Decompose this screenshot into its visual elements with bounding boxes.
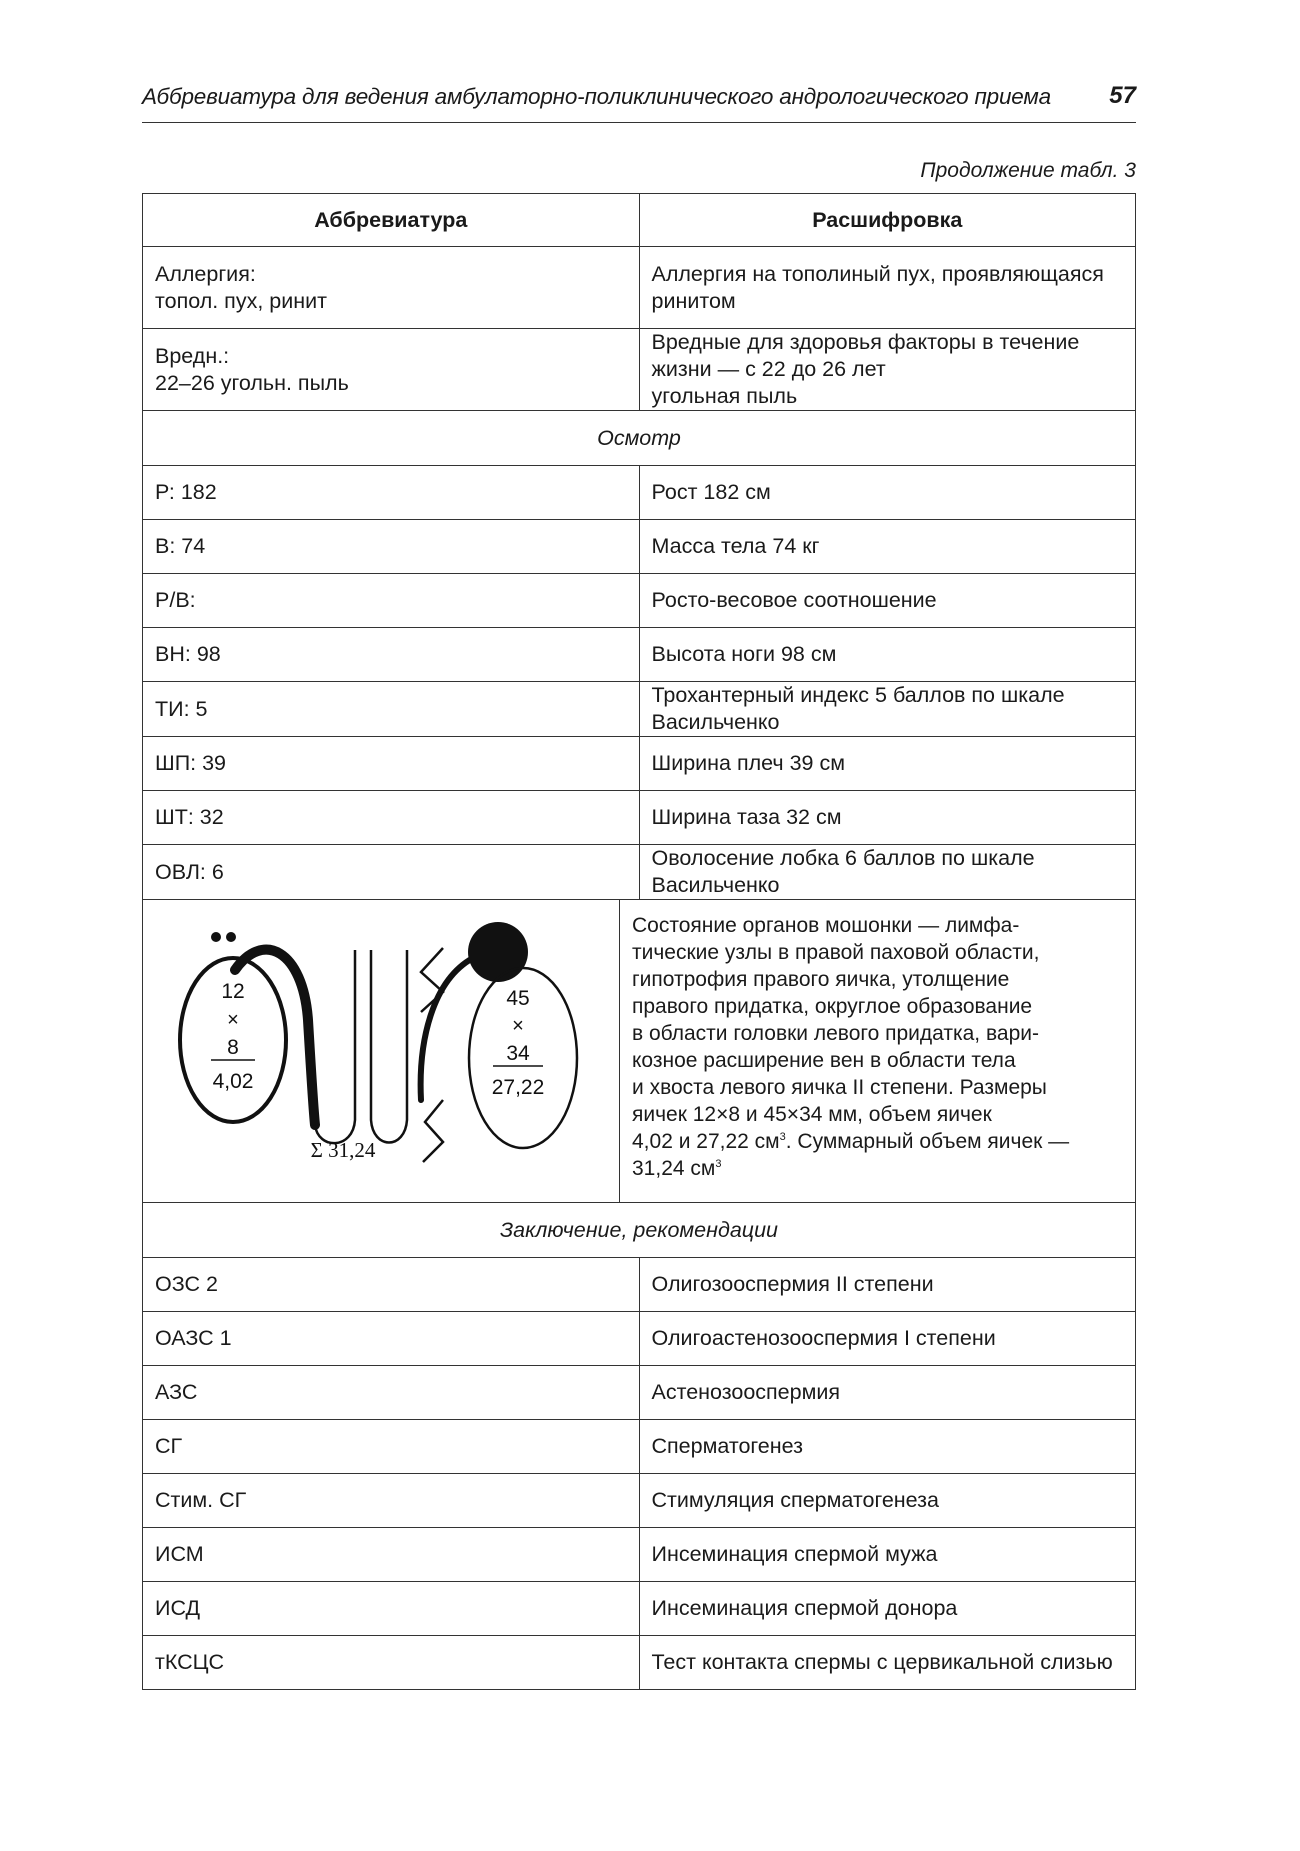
scrotum-diagram [143, 900, 620, 1202]
desc-line: Вредные для здоровья факторы в течение жизни — с 22 до 26 лет [651, 330, 1080, 381]
abbr-cell: ТИ: 5 [143, 682, 640, 737]
volume-text-tail: . Суммарный объем яичек — [785, 1130, 1070, 1153]
lymph-node-dot [226, 932, 236, 942]
abbr-cell: ОВЛ: 6 [143, 845, 640, 900]
total-volume: Σ 31,24 [310, 1138, 376, 1162]
total-text: 31,24 см [632, 1157, 716, 1180]
abbr-line: Аллергия: [155, 261, 256, 286]
table-row [143, 466, 1136, 520]
table-row [143, 1366, 1136, 1420]
desc-cell: Росто-весовое соотношение [639, 574, 1136, 628]
abbr-line: Вредн.: [155, 343, 230, 368]
right-size-b: 34 [506, 1042, 530, 1065]
col-header-decoding: Расшифровка [639, 194, 1136, 247]
abbr-cell: Стим. СГ [143, 1474, 640, 1528]
desc-cell: Инсеминация спермой мужа [639, 1528, 1136, 1582]
desc-cell [639, 329, 1136, 411]
desc-line [632, 1155, 1123, 1182]
desc-line: угольная пыль [651, 384, 798, 408]
table-row [143, 791, 1136, 845]
table-row [143, 682, 1136, 737]
desc-cell: Трохантерный индекс 5 баллов по шкале Васильченко [639, 682, 1136, 737]
table-row [143, 1582, 1136, 1636]
abbr-cell: тКСЦС [143, 1636, 640, 1690]
table-row [143, 1420, 1136, 1474]
left-volume: 4,02 [212, 1070, 254, 1093]
left-times: × [227, 1009, 239, 1031]
cube-superscript: 3 [779, 1131, 786, 1143]
abbr-line: 22–26 угольн. пыль [155, 370, 349, 395]
desc-cell: Масса тела 74 кг [639, 520, 1136, 574]
right-times: × [512, 1015, 524, 1037]
desc-cell: Олигоастенозооспермия I степени [639, 1312, 1136, 1366]
table-row [143, 628, 1136, 682]
table-row [143, 520, 1136, 574]
abbr-cell: ИСМ [143, 1528, 640, 1582]
cube-superscript: 3 [715, 1158, 722, 1170]
desc-cell: Высота ноги 98 см [639, 628, 1136, 682]
desc-cell: Рост 182 см [639, 466, 1136, 520]
diagram-row [143, 900, 1136, 1203]
table-row [143, 329, 1136, 411]
abbr-line: топол. пух, ринит [155, 288, 327, 313]
desc-cell [639, 247, 1136, 329]
desc-cell: Сперматогенез [639, 1420, 1136, 1474]
abbr-cell: ВН: 98 [143, 628, 640, 682]
table-row [143, 1312, 1136, 1366]
table-row [143, 737, 1136, 791]
desc-cell: Инсеминация спермой донора [639, 1582, 1136, 1636]
desc-cell: Стимуляция сперматогенеза [639, 1474, 1136, 1528]
abbr-cell: АЗС [143, 1366, 640, 1420]
desc-cell: Тест контакта спермы с цервикальной слизью [639, 1636, 1136, 1690]
table-caption: Продолжение табл. 3 [920, 159, 1136, 182]
diagram-row-cell [143, 900, 1136, 1203]
lymph-node-dot [211, 932, 221, 942]
page-number: 57 [1109, 82, 1136, 109]
abbr-cell: ШТ: 32 [143, 791, 640, 845]
desc-line: правого придатка, округлое образование [632, 995, 1033, 1018]
spermatic-cord-mid [371, 950, 407, 1143]
abbr-cell: ШП: 39 [143, 737, 640, 791]
desc-cell: Олигозооспермия II степени [639, 1258, 1136, 1312]
varicocele-zigzag-lower [423, 1100, 443, 1162]
section-row-exam [143, 411, 1136, 466]
abbr-cell: Р: 182 [143, 466, 640, 520]
desc-cell: Ширина таза 32 см [639, 791, 1136, 845]
volume-text: 4,02 и 27,22 см [632, 1130, 780, 1153]
left-epididymis [235, 950, 315, 1125]
running-header [142, 78, 1136, 123]
right-volume: 27,22 [491, 1076, 545, 1099]
section-title-conclusion: Заключение, рекомендации [143, 1203, 1136, 1258]
left-size-b: 8 [227, 1036, 239, 1059]
table-row [143, 1474, 1136, 1528]
desc-line: козное расширение вен в области тела [632, 1049, 1016, 1072]
right-size-a: 45 [506, 987, 530, 1010]
desc-line: и хвоста левого яичка II степени. Размеры [632, 1076, 1047, 1099]
desc-text: Аллергия на тополиный пух, проявляющаяся ринитом [651, 262, 1104, 313]
desc-cell: Оволосение лобка 6 баллов по шкале Васильченко [639, 845, 1136, 900]
desc-line: в области головки левого придатка, вари- [632, 1022, 1039, 1045]
desc-cell: Ширина плеч 39 см [639, 737, 1136, 791]
running-header-title: Аббревиатура для ведения амбулаторно-поликлинического андрологического приема [142, 84, 1051, 109]
table-row [143, 574, 1136, 628]
abbreviation-table [142, 193, 1136, 1690]
abbr-cell: СГ [143, 1420, 640, 1474]
col-header-abbreviation: Аббревиатура [143, 194, 640, 247]
desc-line: тические узлы в правой паховой области, [632, 941, 1040, 964]
desc-line: яичек 12×8 и 45×34 мм, объем яичек [632, 1103, 992, 1126]
epididymis-head-formation [468, 922, 528, 982]
abbr-cell: ИСД [143, 1582, 640, 1636]
abbr-cell [143, 329, 640, 411]
table-row [143, 247, 1136, 329]
abbr-cell: ОАЗС 1 [143, 1312, 640, 1366]
table-header-row [143, 194, 1136, 247]
section-title-exam: Осмотр [143, 411, 1136, 466]
desc-line: гипотрофия правого яичка, утолщение [632, 968, 1010, 991]
abbr-cell: В: 74 [143, 520, 640, 574]
desc-line [632, 1128, 1123, 1155]
table-row [143, 1636, 1136, 1690]
desc-line: Состояние органов мошонки — лимфа- [632, 914, 1020, 937]
abbr-cell: Р/В: [143, 574, 640, 628]
left-size-a: 12 [221, 980, 245, 1003]
spermatic-cord-left [315, 950, 355, 1143]
varicocele-zigzag-upper [421, 948, 443, 1012]
abbr-cell [143, 247, 640, 329]
table-row [143, 1528, 1136, 1582]
abbr-cell: ОЗС 2 [143, 1258, 640, 1312]
desc-cell: Астенозооспермия [639, 1366, 1136, 1420]
diagram-description [620, 900, 1135, 1202]
table-row [143, 1258, 1136, 1312]
section-row-conclusion [143, 1203, 1136, 1258]
scrotum-diagram-svg [143, 900, 619, 1202]
table-row [143, 845, 1136, 900]
